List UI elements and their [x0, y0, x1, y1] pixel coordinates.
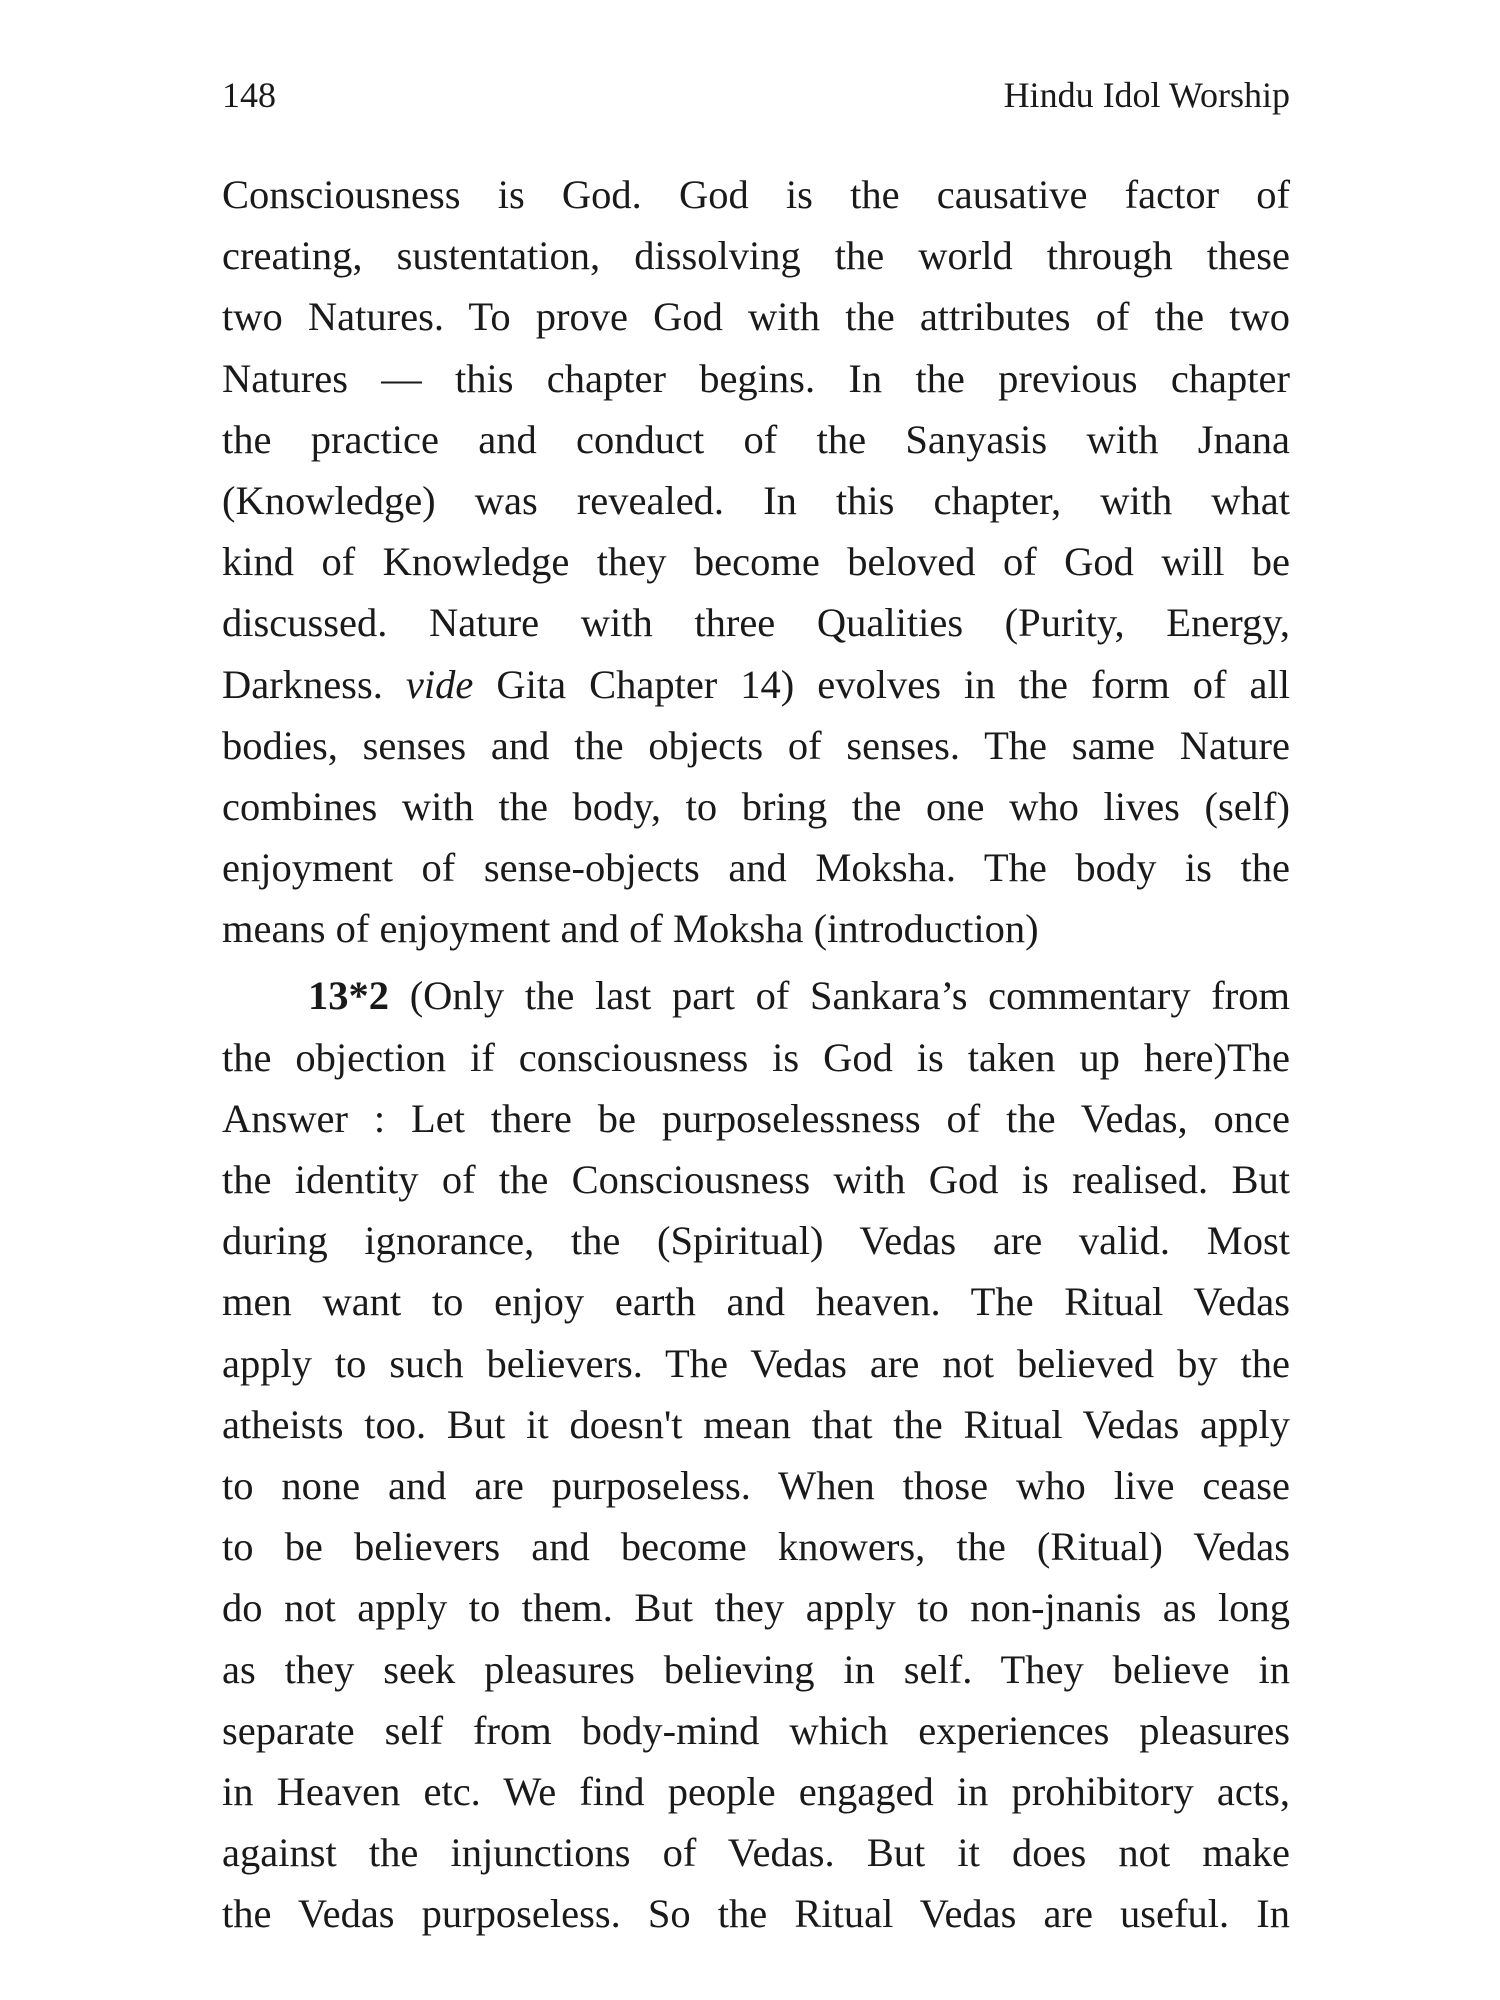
text-line: Answer : Let there be purposelessness of the Vedas, once	[222, 1095, 1290, 1141]
text-line: in Heaven etc. We find people engaged in prohibitory acts,	[222, 1768, 1290, 1814]
page-number: 148	[222, 75, 276, 115]
text-line: kind of Knowledge they become beloved of God will be	[222, 539, 1290, 585]
text-line: the identity of the Consciousness with God is realised. But	[222, 1157, 1290, 1202]
paragraph-2	[222, 965, 1290, 1944]
text-line: Natures — this chapter begins. In the previous chapter	[222, 355, 1290, 401]
text-line: combines with the body, to bring the one who lives (self)	[222, 783, 1290, 829]
text-line: do not apply to them. But they apply to non-jnanis as long	[222, 1585, 1290, 1631]
text-line: during ignorance, the (Spiritual) Vedas are valid. Most	[222, 1218, 1290, 1264]
text-line: discussed. Nature with three Qualities (Purity, Energy,	[222, 600, 1290, 646]
text-line: enjoyment of sense-objects and Moksha. The body is the	[222, 845, 1290, 891]
text-line: the objection if consciousness is God is taken up here)The	[222, 1034, 1290, 1080]
text-line: Consciousness is God. God is the causative factor of	[222, 172, 1290, 217]
text-line: men want to enjoy earth and heaven. The Ritual Vedas	[222, 1279, 1290, 1325]
text-line: means of enjoyment and of Moksha (introduction)	[222, 906, 1039, 952]
text-line: creating, sustentation, dissolving the world through these	[222, 233, 1290, 279]
text-line: the practice and conduct of the Sanyasis with Jnana	[222, 416, 1290, 462]
book-title: Hindu Idol Worship	[1003, 75, 1290, 115]
text-line: to none and are purposeless. When those who live cease	[222, 1462, 1290, 1508]
text-line: to be believers and become knowers, the (Ritual) Vedas	[222, 1524, 1290, 1570]
text-segment: Darkness.	[222, 661, 383, 707]
text-line-lead	[222, 965, 1290, 1026]
text-line: apply to such believers. The Vedas are not believed by the	[222, 1340, 1290, 1386]
verse-number: 13*2	[308, 973, 389, 1019]
paragraph-1	[222, 164, 1290, 959]
running-head	[222, 70, 1290, 120]
text-line: bodies, senses and the objects of senses. The same Nature	[222, 722, 1290, 768]
text-line: against the injunctions of Vedas. But it does not make	[222, 1830, 1290, 1876]
text-line: the Vedas purposeless. So the Ritual Vedas are useful. In	[222, 1891, 1290, 1937]
text-line: (Knowledge) was revealed. In this chapter, with what	[222, 477, 1290, 523]
text-segment: (Only the last part of Sankara’s commentary from	[409, 973, 1290, 1019]
text-line: atheists too. But it doesn't mean that the Ritual Vedas apply	[222, 1401, 1290, 1447]
body-text	[222, 164, 1290, 1944]
text-line: two Natures. To prove God with the attributes of the two	[222, 294, 1290, 340]
italic-term: vide	[405, 661, 474, 707]
text-line: as they seek pleasures believing in self. They believe in	[222, 1646, 1290, 1692]
text-line-mixed	[222, 654, 1290, 715]
text-line: separate self from body-mind which experiences pleasures	[222, 1707, 1290, 1753]
text-segment: Gita Chapter 14) evolves in the form of all	[496, 661, 1291, 707]
